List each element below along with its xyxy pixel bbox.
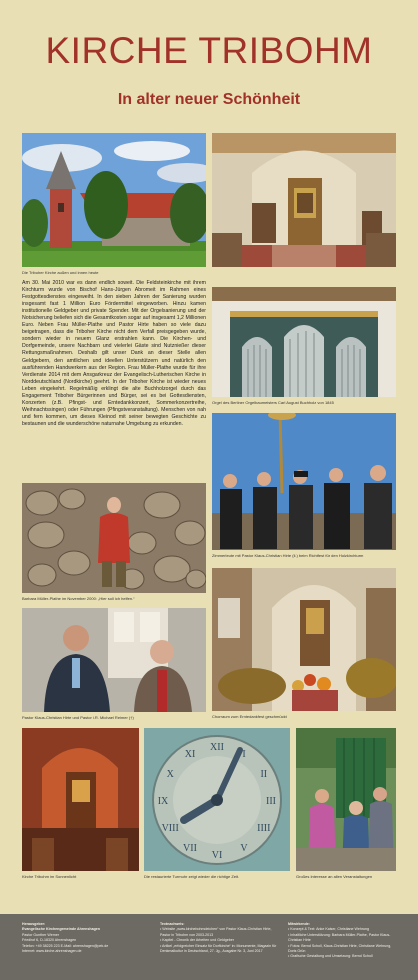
caption-barbara: Barbara Müller-Plathe im November 2000: „Hier soll ich helfen.“ [22,596,135,601]
footer-line: • Website „www.kirchebohmdeichen“ von Pastor Klaus-Christian Hirte, Pastor in Tribohm von 2003-2013 [160,927,272,937]
caption-carpenters: Zimmerleute mit Pastor Klaus-Christian Hirte (li.) beim Richtfest für den Holzkirchturm [212,553,364,558]
footer-line: Pastor Gunther Werner [22,932,60,937]
clock-numeral: VII [183,842,197,854]
clock-numeral: VI [211,850,223,861]
clock-numeral: VIII [161,823,179,834]
footer-line: • Kapitel - Chronik der Arbeiten und Geldgeber [160,938,234,943]
photo-carpenters [212,413,396,550]
footer-line: • Grafische Gestaltung und Umsetzung: Bernd Scholl [288,954,373,959]
footer-credits [0,914,418,980]
footer-publisher [22,922,152,954]
footer-line: • Konzept & Text: Anke Kaiser, Christiane Wehrung [288,927,370,932]
caption-organ: Orgel des Berliner Orgelbaumeisters Carl August Buchholz von 1845 [212,400,334,405]
footer-line: Telefon: +49 38225 223 E-Mail: ahrenshagen@pek.de [22,943,109,948]
caption-clock: Die restaurierte Turmuhr zeigt wieder die richtige Zeit. [144,874,240,879]
caption-visitors: Großes Interesse an allen Veranstaltungen [296,874,373,879]
body-text: Am 30. Mai 2010 war es dann endlich soweit. Die Feldsteinkirche mit ihrem Kirchturm wurde von Bischof Hans-Jürgen Abromeit im Rahmen eines Festgottesdienstes eingeweiht. In den sieben Jahren der Sanierung wurden insgesamt fast 1 Million Euro Fördermittel eingeworben. Hinzu kamen institutionelle Geldgeber und private Spender. Mit der Orgelsanierung und der Notsicherung beliefen sich die Gesamtkosten sogar auf insgesamt 1,2 Millionen Euro. Neben Frau Müller-Plathe und Pastor Hirte haben so viele dazu beigetragen, dass die Triboher Kirche nicht dem Verfall preisgegeben wurde, sondern wieder in neuem Glanz erstrahlen kann. Die Kirchen- und Dorfgemeinde, unsere Nachbarn und vielerlei Gäste sind Nutznießer dieser Rettungsmaßnahmen. Deshalb gilt unser Dank an dieser Stelle allen Geldgebern, den amtlichen und ideellen Unterstützern und natürlich den ausführenden Handwerkern aus der Region. Frau Müller-Plathe wurde für ihre Verdienste 2014 mit dem Ansgarkreuz der Evangelisch-Lutherischen Kirche in Norddeutschland (Nordkirche) geehrt. In der Triboher Kirche ist wieder neues Leben eingekehrt. Regelmäßig erklingt die alte Buchholzorgel durch das Engagement Triboher Bürgerinnen und Bürger, sei es bei Gottesdiensten, Konzerten (z.B. Pfingst- und Erntedankkonzert, Sommerkonzertreihe, Weihnachtssingen) oder Führungen (Pfingstveranstaltung). Menschen von nah und fern kommen, um dieses Kleinod mit seiner bewegten Geschichte zu bestaunen und die wunderschöne naturnahe Umgebung zu erkunden. [22,280,206,427]
photo-church-exterior [22,133,206,267]
caption-harvest: Chorraum zum Erntedankfest geschmückt [212,714,287,719]
footer-line: • Artikel „erfolgreicher Einsatz für Dorfkirche“ in: Monumente, Magazin für Denkmalkultur in Deutschland, 27. Jg., Ausgabe Nr. 3, Juni 2017 [160,943,277,954]
footer-line: Mitwirkende: [288,922,310,926]
clock-numeral: V [240,842,248,854]
photo-harvest [212,568,396,711]
clock-numeral: IIII [257,823,271,834]
footer-line: Internet: www.kirche-ahrenshagen.de [22,949,82,954]
clock-numeral: II [260,769,268,780]
footer-line: Herausgeber: [22,922,46,926]
footer-line: Evangelische Kirchengemeinde Ahrenshagen [22,927,100,932]
footer-line: • Fotos: Bernd Scholl, Klaus-Christian Hirte, Christiane Wehrung, Doris Grün [288,943,392,954]
photo-visitors [296,728,396,871]
footer-sources [160,922,280,954]
poster-title: KIRCHE TRIBOHM [45,30,373,71]
caption-pastors: Pastor Klaus-Christian Hirte und Pastor i.R. Michael Reimer (†) [22,715,134,720]
photo-pastors [22,608,206,712]
poster-subtitle: In alter neuer Schönheit [117,91,301,108]
footer-contributors [288,922,400,960]
photo-church-interior [212,133,396,267]
clock-numeral: III [266,796,276,807]
footer-line: Textnachweis: [160,922,185,926]
caption-chancel: Kirche Tribohm im Sonnenlicht [22,874,77,879]
footer-line: Friedhof 6, D-18320 Ahrenshagen [22,938,77,943]
clock-numeral: X [166,769,174,780]
photo-organ [212,287,396,397]
clock-numeral: I [242,749,246,761]
caption-exterior: Die Triboher Kirche außen und innen heute [22,270,99,275]
photo-tower-clock [144,728,290,871]
clock-numeral: XI [184,749,196,761]
footer-line: • Inhaltliche Unterstützung: Barbara Müller-Plathe, Pastor Klaus-Christian Hirte [288,932,391,943]
photo-barbara [22,483,206,593]
photo-chancel [22,728,139,871]
clock-numeral: IX [157,796,169,807]
clock-numeral: XII [210,742,224,753]
